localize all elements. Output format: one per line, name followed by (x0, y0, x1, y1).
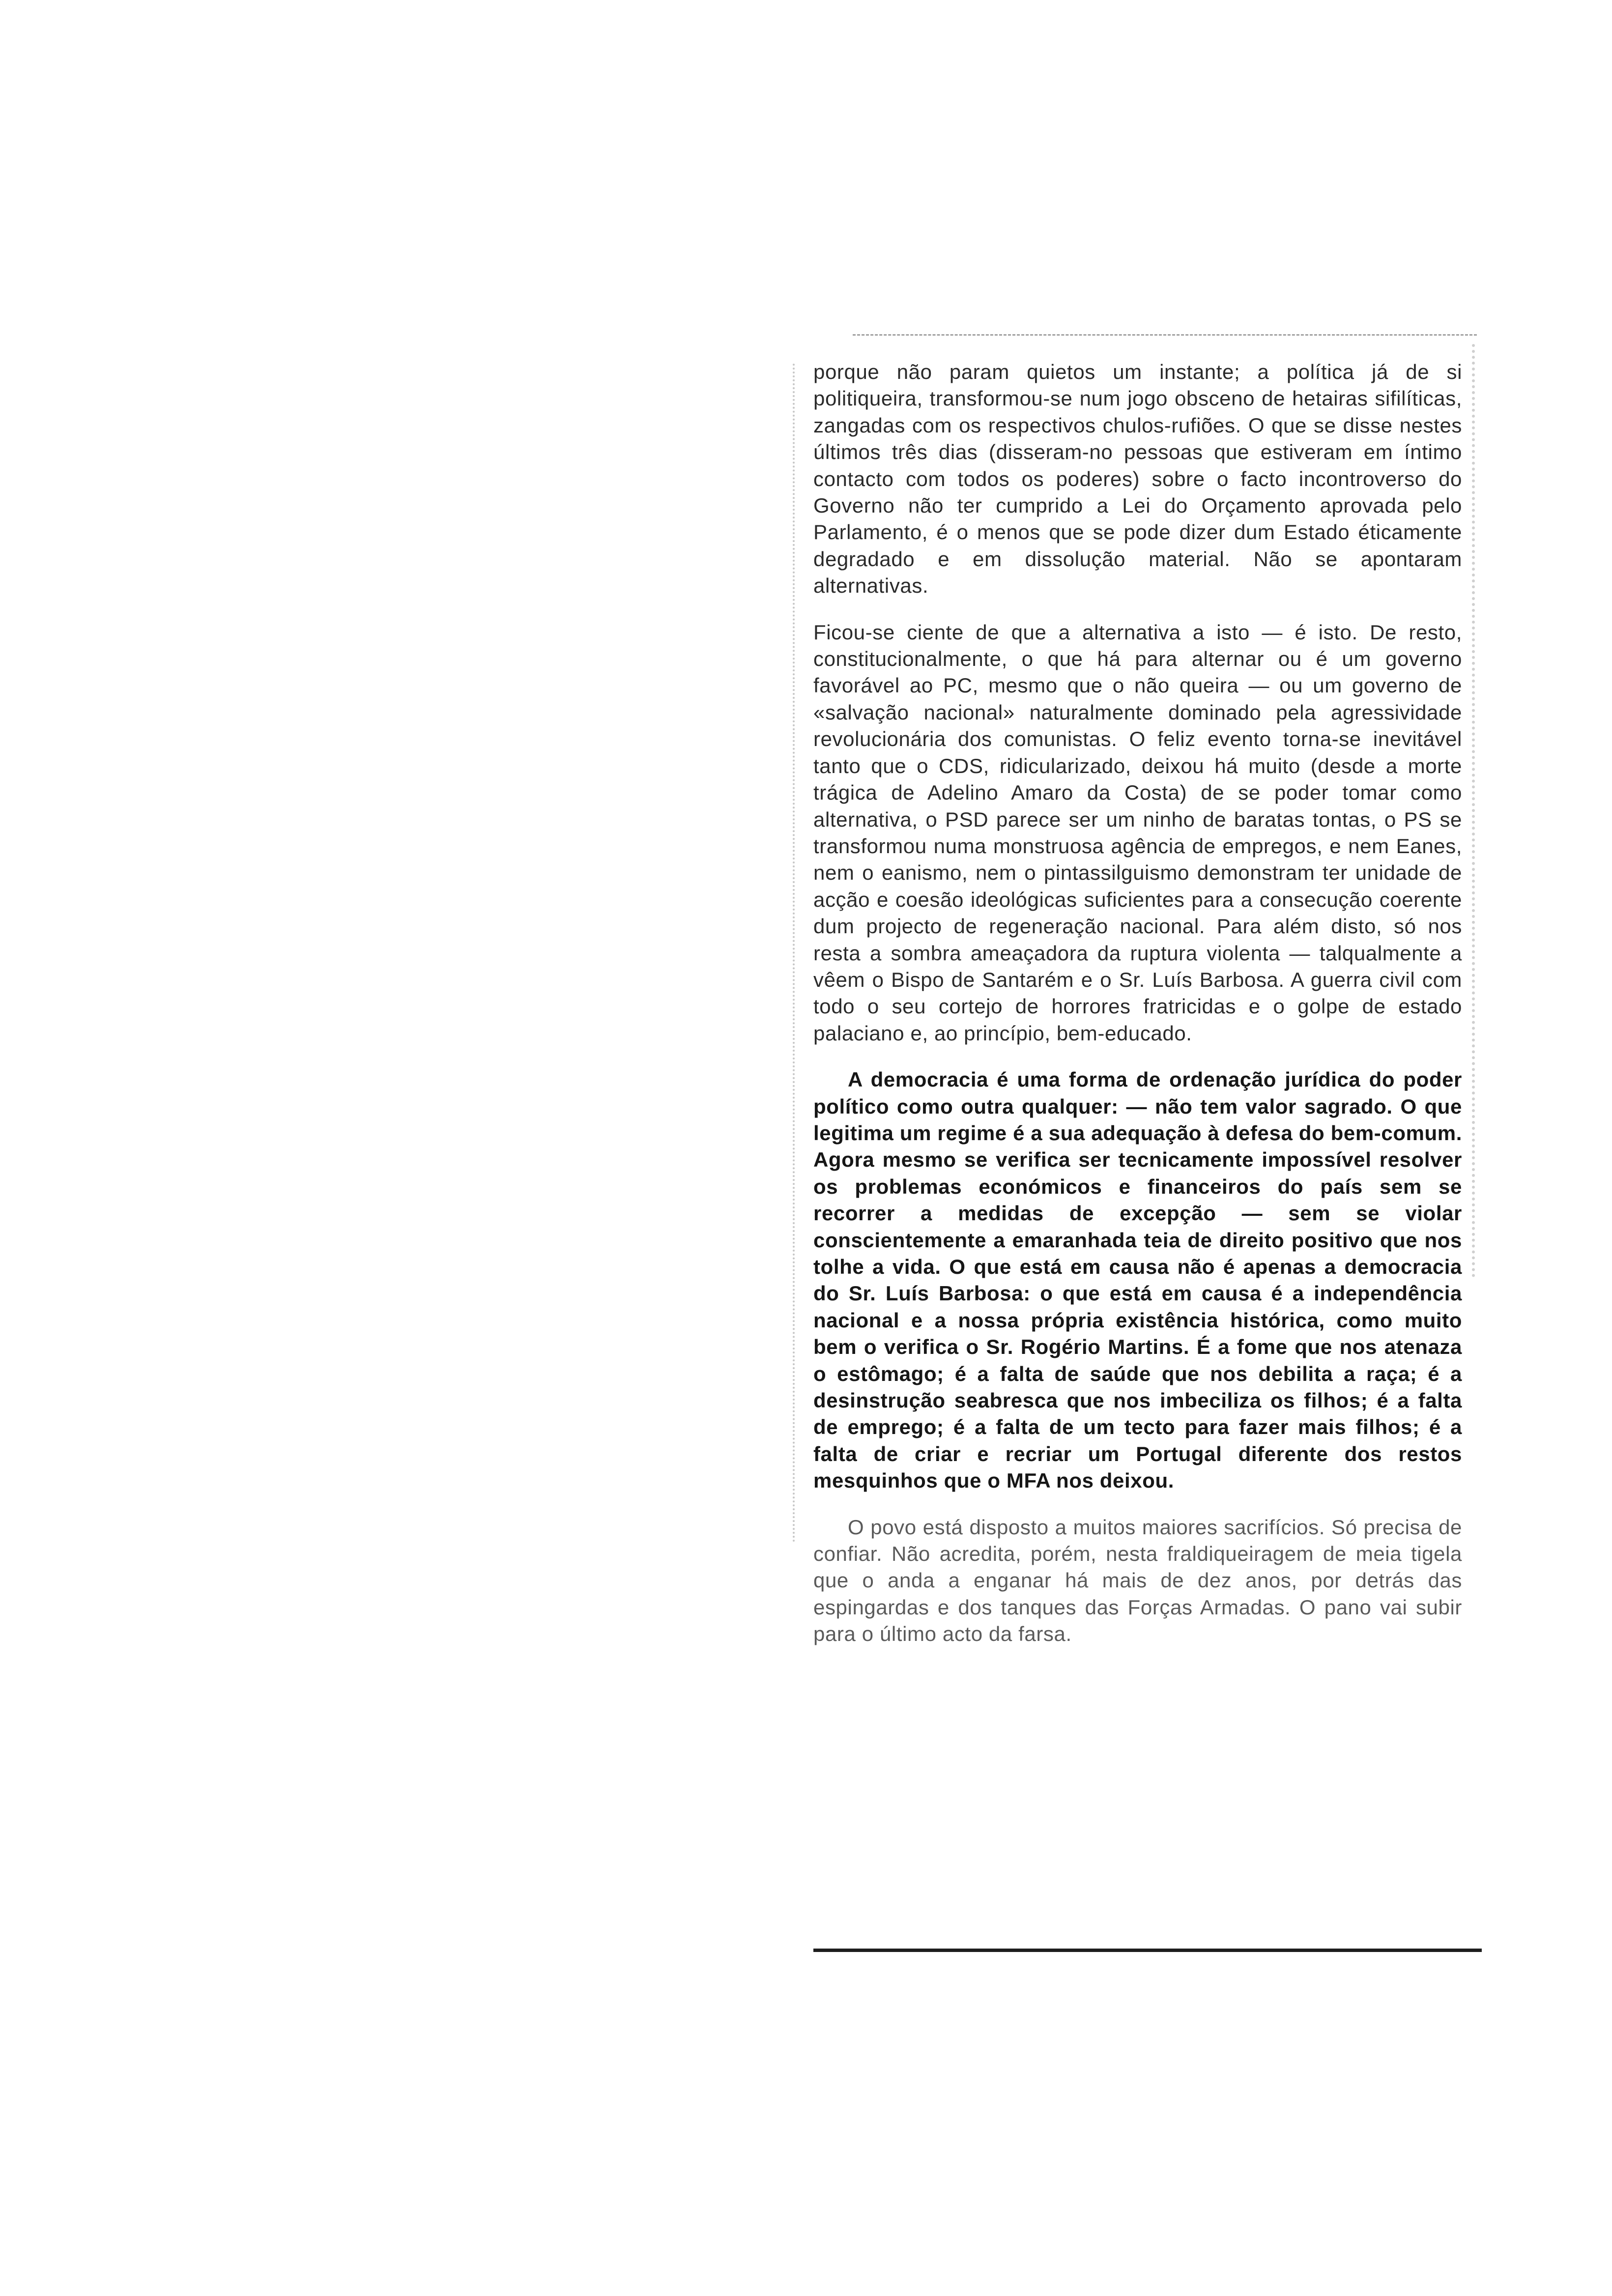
newspaper-clipping (813, 334, 1482, 1951)
clipping-right-edge (1472, 344, 1475, 1278)
article-paragraph-3: A democracia é uma forma de ordenação jurídica do poder político como outra qualquer: — não tem valor sagrado. O que legitima um regime é a sua adequação à defesa do bem-comum. Agora mesmo se verifica ser tecnicamente impossível resolver os problemas económicos e financeiros do país sem se recorrer a medidas de excepção — sem se violar conscientemente a emaranhada teia de direito positivo que nos tolhe a vida. O que está em causa não é apenas a democracia do Sr. Luís Barbosa: o que está em causa é a independência nacional e a nossa própria existência histórica, como muito bem o verifica o Sr. Rogério Martins. É a fome que nos atenaza o estômago; é a falta de saúde que nos debilita a raça; é a desinstrução seabresca que nos imbeciliza os filhos; é a falta de emprego; é a falta de um tecto para fazer mais filhos; é a falta de criar e recriar um Portugal diferente dos restos mesquinhos que o MFA nos deixou. (813, 1068, 1462, 1492)
article-paragraph-1: porque não param quietos um instante; a política já de si politiqueira, transformou-se num jogo obsceno de hetairas sifilíticas, zangadas com os respectivos chulos-rufiões. O que se disse nestes últimos três dias (disseram-no pessoas que estiveram em íntimo contacto com todos os poderes) sobre o facto incontroverso do Governo não ter cumprido a Lei do Orçamento aprovada pelo Parlamento, é o menos que se pode dizer dum Estado éticamente degradado e em dissolução material. Não se apontaram alternativas. (813, 360, 1462, 598)
article-paragraph-4: O povo está disposto a muitos maiores sacrifícios. Só precisa de confiar. Não acredita, porém, nesta fraldiqueiragem de meia tigela que o anda a enganar há mais de dez anos, por detrás das espingardas e dos tanques das Forças Armadas. O pano vai subir para o último acto da farsa. (813, 1515, 1462, 1646)
clipping-left-edge (793, 364, 795, 1543)
clipping-top-edge (853, 334, 1477, 336)
clipping-bottom-rule (813, 1949, 1482, 1952)
article-paragraph-2: Ficou-se ciente de que a alternativa a isto — é isto. De resto, constitucionalmente, o que há para alternar ou é um governo favorável ao PC, mesmo que o não queira — ou um governo de «salvação nacional» naturalmente dominado pela agressividade revolucionária dos comunistas. O feliz evento torna-se inevitável tanto que o CDS, ridicularizado, deixou há muito (desde a morte trágica de Adelino Amaro da Costa) de se poder tomar como alternativa, o PSD parece ser um ninho de baratas tontas, o PS se transformou numa monstruosa agência de empregos, e nem Eanes, nem o eanismo, nem o pintassilguismo demonstram ter unidade de acção e coesão ideológicas suficientes para a consecução coerente dum projecto de regeneração nacional. Para além disto, só nos resta a sombra ameaçadora da ruptura violenta — talqualmente a vêem o Bispo de Santarém e o Sr. Luís Barbosa. A guerra civil com todo o seu cortejo de horrores fratricidas e o golpe de estado palaciano e, ao princípio, bem-educado. (813, 620, 1462, 1045)
article-body (813, 359, 1462, 1648)
